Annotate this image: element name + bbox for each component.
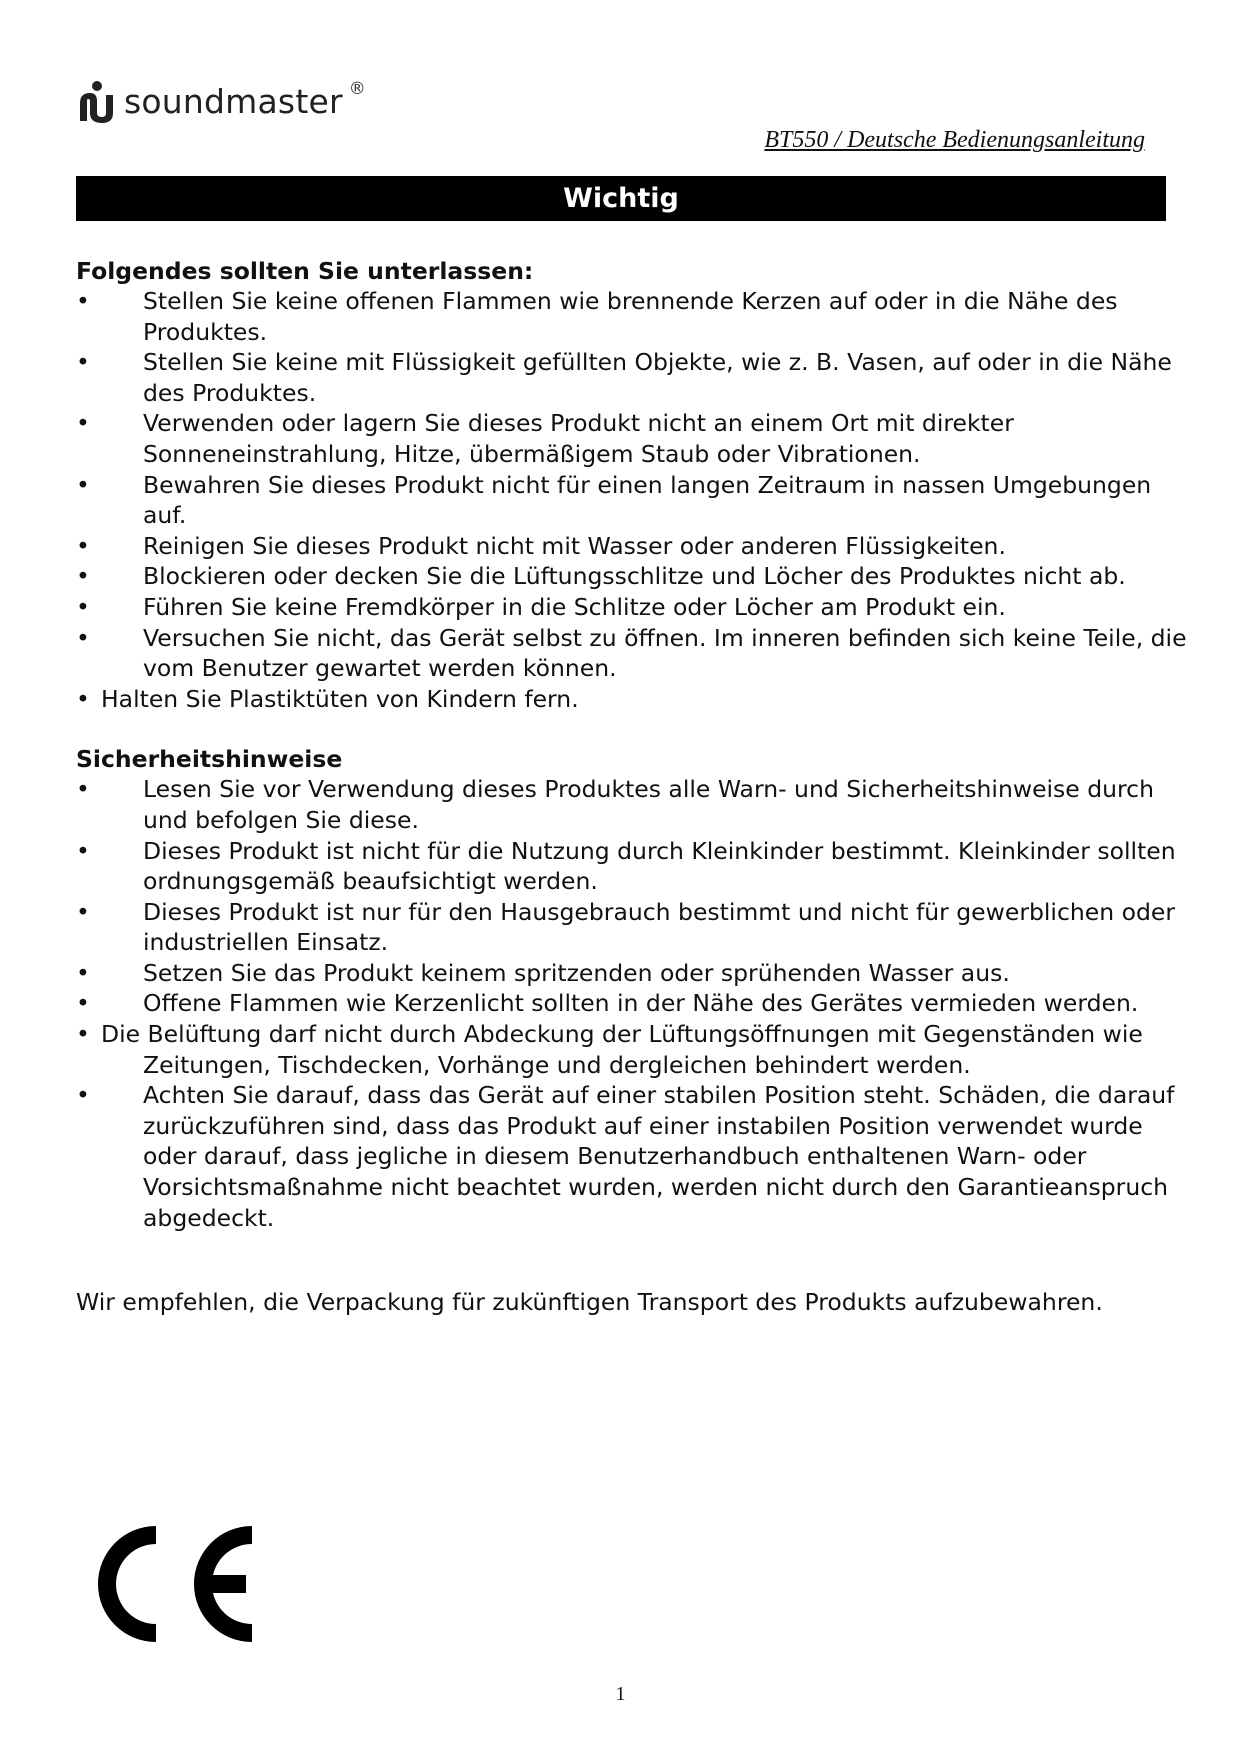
section-title-safety: Sicherheitshinweise [76, 745, 343, 774]
page-number: 1 [615, 1683, 626, 1705]
bullet-icon: • [76, 1020, 90, 1049]
bullet-icon: • [76, 775, 90, 804]
document-title: BT550 / Deutsche Bedienungsanleitung [764, 127, 1145, 153]
bullet-icon: • [76, 684, 90, 713]
bullet-icon: • [76, 348, 90, 377]
list-item: • Versuchen Sie nicht, das Gerät selbst zu öffnen. Im inneren befinden sich keine Teile, die vom Benutzer gewartet werden können. [76, 623, 1187, 683]
list-item: • Bewahren Sie dieses Produkt nicht für einen langen Zeitraum in nassen Umgebungen auf. [76, 470, 1152, 530]
brand-name: soundmaster [124, 81, 343, 121]
list-item: • Führen Sie keine Fremdkörper in die Schlitze oder Löcher am Produkt ein. [76, 592, 1006, 621]
bullet-icon: • [76, 409, 90, 438]
bullet-icon: • [76, 562, 90, 591]
brand-logo [76, 76, 366, 126]
dont-list [76, 286, 1188, 714]
bullet-icon: • [76, 897, 90, 926]
list-item: • Halten Sie Plastiktüten von Kindern fern. [76, 684, 579, 713]
list-item: • Lesen Sie vor Verwendung dieses Produktes alle Warn- und Sicherheitshinweise durch und befolgen Sie diese. [76, 775, 1154, 834]
soundmaster-logo-icon [76, 79, 118, 123]
bullet-icon: • [76, 287, 90, 315]
list-item: • Achten Sie darauf, dass das Gerät auf einer stabilen Position steht. Schäden, die darauf zurückzuführen sind, dass das Produkt auf einer instabilen Position verwendet wurde oder darauf, dass jegliche in diesem Benutzerhandbuch enthaltenen Warn- oder Vorsichtsmaßnahme nicht beachtet wurden, werden nicht durch den Garantieanspruch abgedeckt. [76, 1081, 1175, 1232]
list-item: • Dieses Produkt ist nur für den Hausgebrauch bestimmt und nicht für gewerblichen oder industriellen Einsatz. [76, 897, 1176, 957]
list-item: • Die Belüftung darf nicht durch Abdeckung der Lüftungsöffnungen mit Gegenständen wie Zeitungen, Tischdecken, Vorhänge und dergleichen behindert werden. [76, 1020, 1143, 1079]
registered-mark: ® [348, 79, 366, 99]
bullet-icon: • [76, 470, 90, 499]
bullet-icon: • [76, 1081, 90, 1110]
list-item: • Verwenden oder lagern Sie dieses Produkt nicht an einem Ort mit direkter Sonneneinstrahlung, Hitze, übermäßigem Staub oder Vibrationen. [76, 409, 1014, 468]
list-item: • Offene Flammen wie Kerzenlicht sollten in der Nähe des Gerätes vermieden werden. [76, 989, 1139, 1018]
list-item: • Reinigen Sie dieses Produkt nicht mit Wasser oder anderen Flüssigkeiten. [76, 531, 1006, 560]
section-title-dont: Folgendes sollten Sie unterlassen: [76, 257, 534, 285]
main-content [76, 256, 1188, 1340]
ce-mark [76, 1520, 256, 1652]
bullet-icon: • [76, 836, 90, 865]
bullet-icon: • [76, 958, 90, 987]
section-banner: Wichtig [76, 176, 1166, 221]
safety-list [76, 774, 1188, 1233]
list-item: • Stellen Sie keine mit Flüssigkeit gefüllten Objekte, wie z. B. Vasen, auf oder in die Nähe des Produktes. [76, 348, 1172, 407]
list-item: • Setzen Sie das Produkt keinem spritzenden oder sprühenden Wasser aus. [76, 958, 1010, 987]
ce-mark-icon [76, 1520, 256, 1648]
bullet-icon: • [76, 531, 90, 560]
bullet-icon: • [76, 592, 90, 621]
bullet-icon: • [76, 989, 90, 1018]
closing-note: Wir empfehlen, die Verpackung für zukünftigen Transport des Produkts aufzubewahren. [76, 1287, 1103, 1316]
list-item: • Blockieren oder decken Sie die Lüftungsschlitze und Löcher des Produktes nicht ab. [76, 562, 1126, 591]
list-item: • Stellen Sie keine offenen Flammen wie brennende Kerzen auf oder in die Nähe des Produktes. [76, 287, 1118, 346]
bullet-icon: • [76, 623, 90, 652]
list-item: • Dieses Produkt ist nicht für die Nutzung durch Kleinkinder bestimmt. Kleinkinder sollten ordnungsgemäß beaufsichtigt werden. [76, 836, 1176, 896]
